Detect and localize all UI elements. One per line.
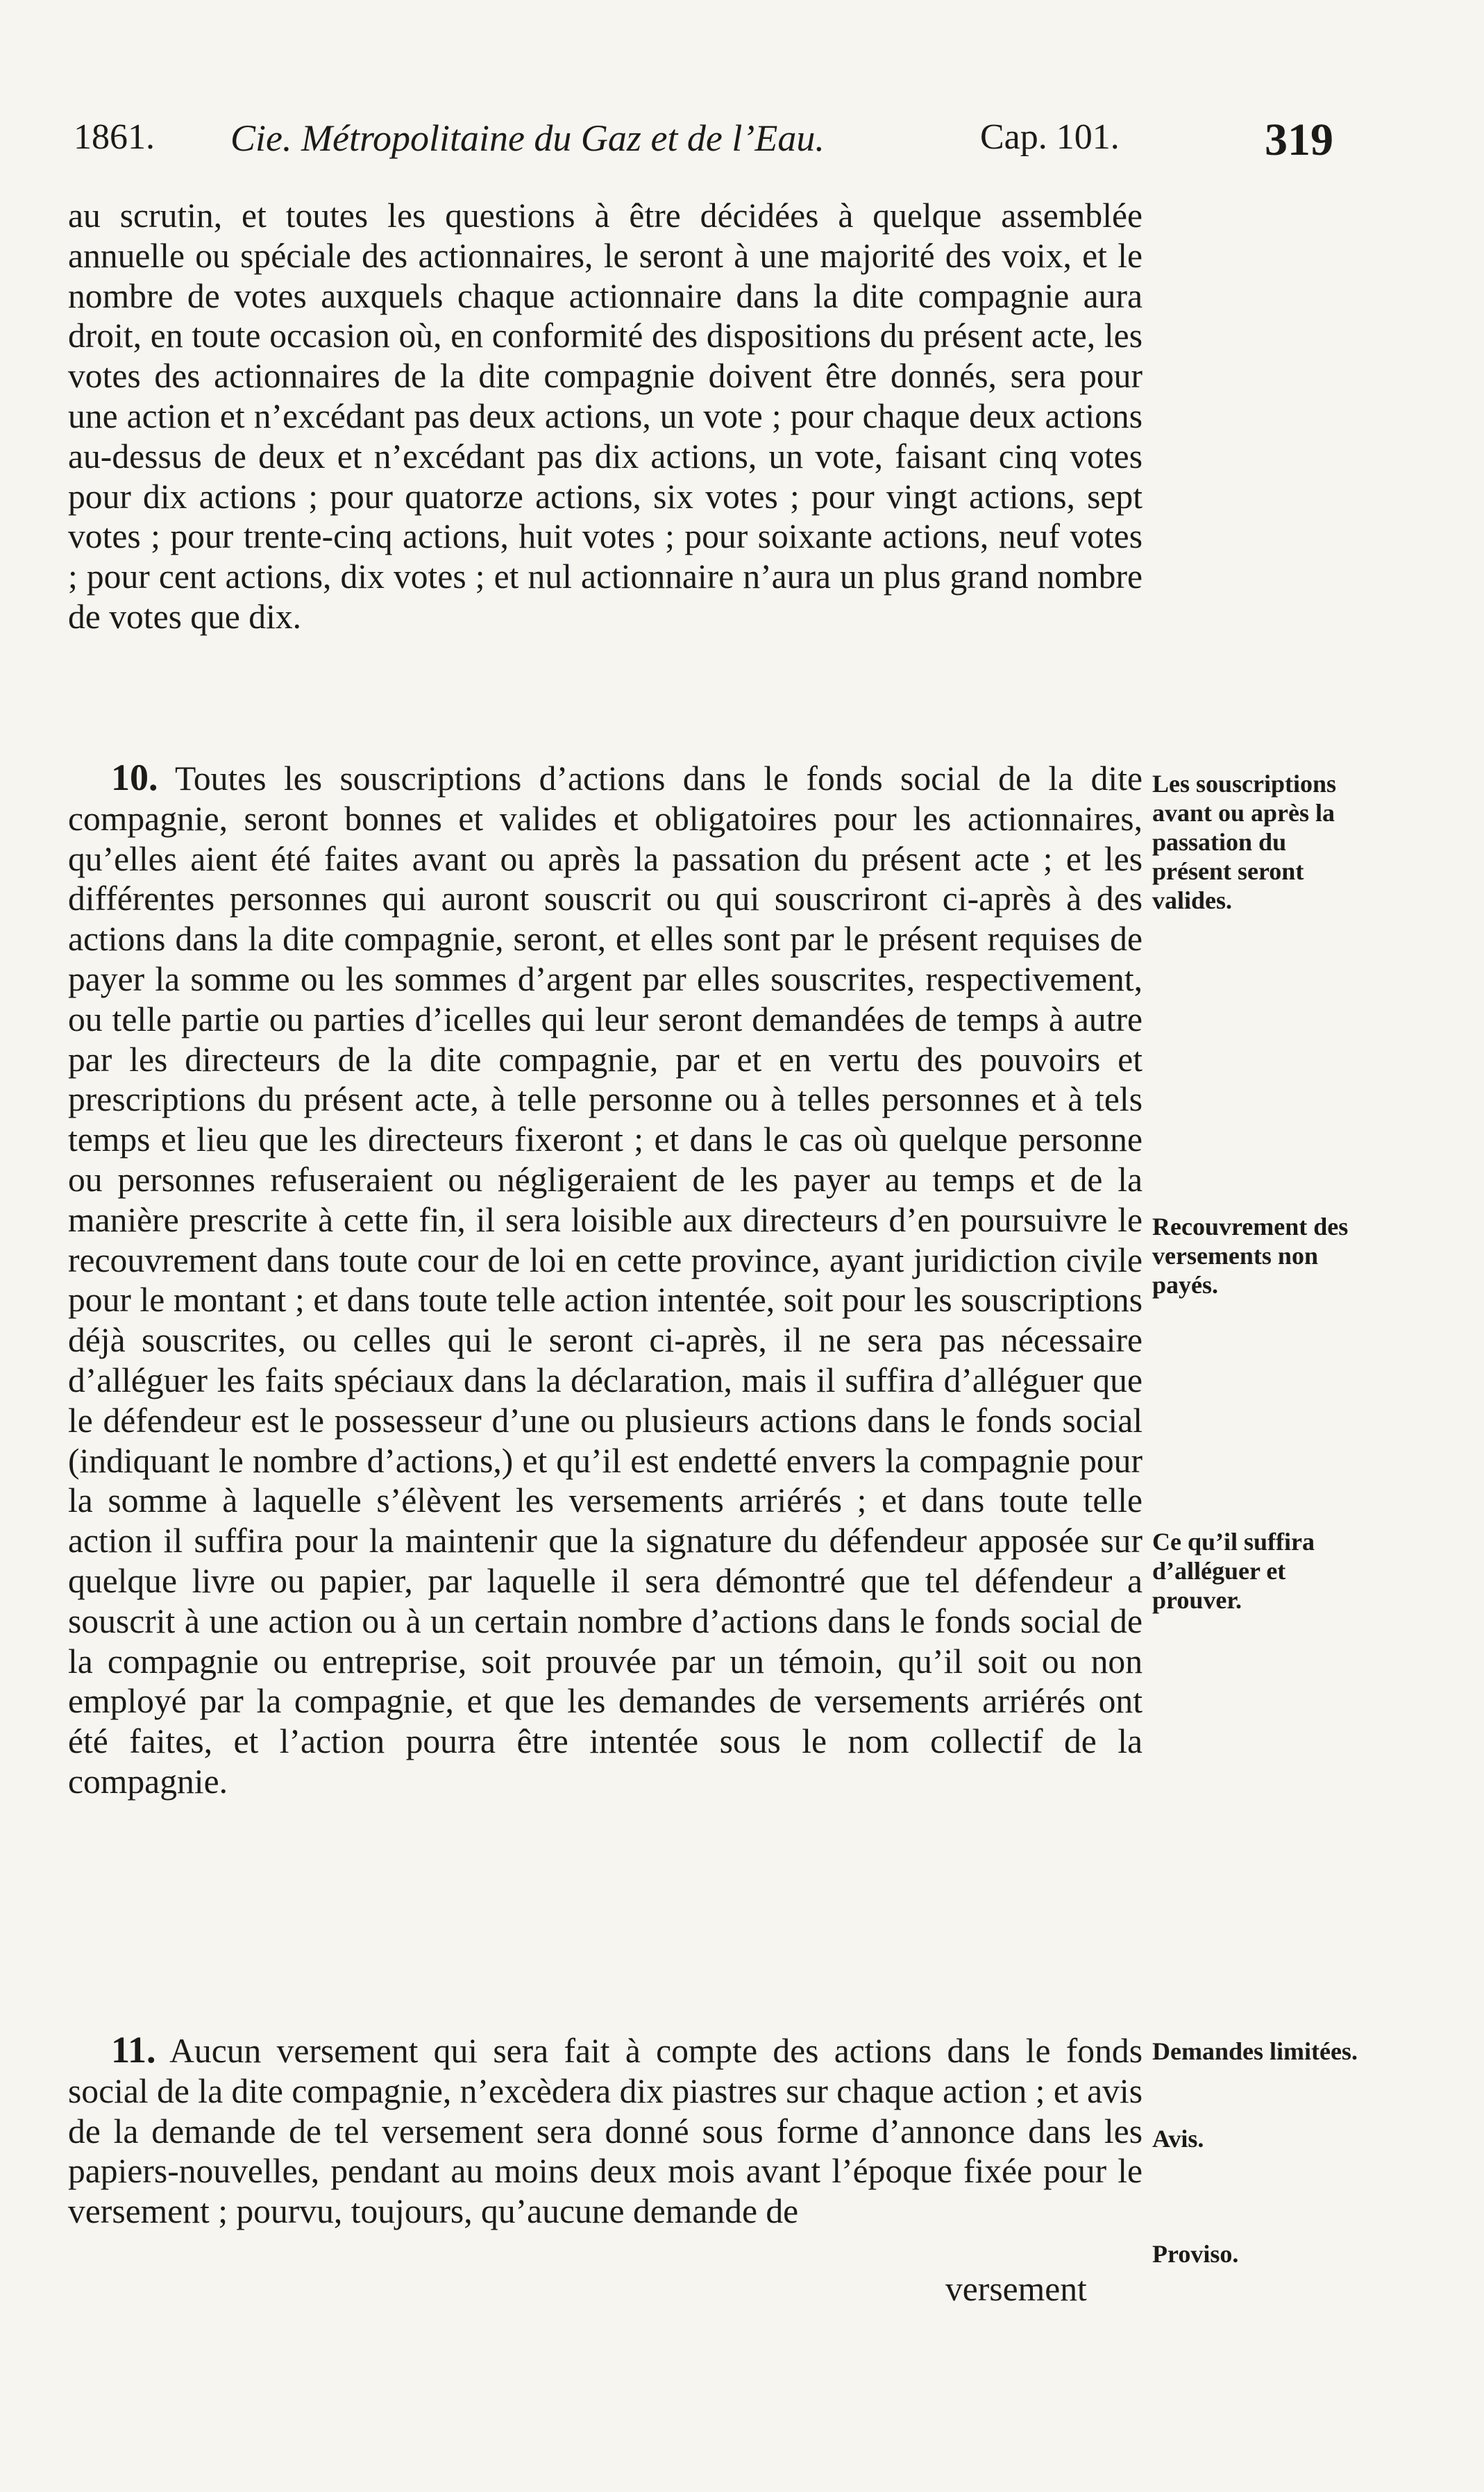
paragraph-text: Aucun versement qui sera fait à compte des actions dans le fonds social de la dite compagnie, n’excèdera dix piastres sur chaque action ; et avis de la demande de tel versement sera donné sous forme d’annonce dans les papiers-nouvelles, pendant au moins deux mois avant l’époque fixée pour le versement ; pourvu, toujours, qu’aucune demande de xyxy=(68,2032,1142,2231)
section-number: 11. xyxy=(111,2029,156,2071)
paragraph-text: Toutes les souscriptions d’actions dans le fonds social de la dite compagnie, seront bonnes et valides et obligatoires pour les actionnaires, qu’elles aient été faites avant ou après la passation du présent acte ; et les différentes personnes qui auront souscrit ou qui souscriront ci-après à des actions dans la dite compagnie, seront, et elles sont par le présent requises de payer la somme ou les sommes d’argent par elles souscrites, respectivement, ou telle partie ou parties d’icelles qui leur seront demandées de temps à autre par les directeurs de la dite compagnie, par et en vertu des pouvoirs et prescriptions du présent acte, à telle personne ou à telles personnes et à tels temps et lieu que les directeurs fixeront ; et dans le cas où quelque personne ou personnes refuseraient ou négligeraient de les payer au temps et de la manière prescrite à cette fin, il sera loisible aux directeurs d’en poursuivre le recouvrement dans toute cour de loi en cette province, ayant juridiction civile pour le montant ; et dans toute telle action intentée, soit pour les souscriptions déjà souscrites, ou celles qui le seront ci-après, il ne sera pas nécessaire d’alléguer les faits spéciaux dans la déclaration, mais il suffira d’alléguer que le défendeur est le possesseur d’une ou plusieurs actions dans le fonds social (indiquant le nombre d’actions,) et qu’il est endetté envers la compagnie pour la somme à laquelle s’élèvent les versements arriérés ; et dans toute telle action il suffira pour la maintenir que la signature du défendeur apposée sur quelque livre ou papier, par laquelle il sera démontré que tel défendeur a souscrit à une action ou à un certain nombre d’actions dans le fonds social de la compagnie ou entreprise, soit prouvée par un témoin, qu’il soit ou non employé par la compagnie, et que les demandes de versements arriérés ont été faites, et l’action pourra être intentée sous le nom collectif de la compagnie. xyxy=(68,759,1142,1801)
margin-note-recouvrement: Recouvrement des versements non payés. xyxy=(1152,1213,1349,1299)
running-head xyxy=(69,117,1374,172)
margin-note-alleguer: Ce qu’il suffira d’alléguer et prouver. xyxy=(1152,1528,1315,1614)
section-10-paragraph xyxy=(68,758,1142,1802)
header-year: 1861. xyxy=(74,117,155,157)
margin-note-demandes: Demandes limitées. xyxy=(1152,2037,1358,2065)
margin-note-souscriptions: Les souscriptions avant ou après la passation du présent seront valides. xyxy=(1152,770,1337,914)
header-title: Cie. Métropolitaine du Gaz et de l’Eau. xyxy=(230,117,825,159)
page-number: 319 xyxy=(1265,115,1333,165)
paragraph-text: au scrutin, et toutes les questions à être décidées à quelque assemblée annuelle ou spéciale des actionnaires, le seront à une majorité des voix, et le nombre de votes auxquels chaque actionnaire dans la dite compagnie aura droit, en toute occasion où, en conformité des dispositions du présent acte, les votes des actionnaires de la dite compagnie doivent être donnés, sera pour une action et n’excédant pas deux actions, un vote ; pour chaque deux actions au-dessus de deux et n’excédant pas dix actions, un vote, faisant cinq votes pour dix actions ; pour quatorze actions, six votes ; pour vingt actions, sept votes ; pour trente-cinq actions, huit votes ; pour soixante actions, neuf votes ; pour cent actions, dix votes ; et nul actionnaire n’aura un plus grand nombre de votes que dix. xyxy=(68,196,1142,636)
section-number: 10. xyxy=(111,757,158,798)
section-11-paragraph xyxy=(68,2030,1142,2232)
catchword: versement xyxy=(945,2270,1087,2308)
paragraph-continued xyxy=(68,196,1142,637)
header-chapter: Cap. 101. xyxy=(980,117,1120,157)
margin-note-proviso: Proviso. xyxy=(1152,2240,1239,2268)
margin-note-avis: Avis. xyxy=(1152,2125,1204,2153)
